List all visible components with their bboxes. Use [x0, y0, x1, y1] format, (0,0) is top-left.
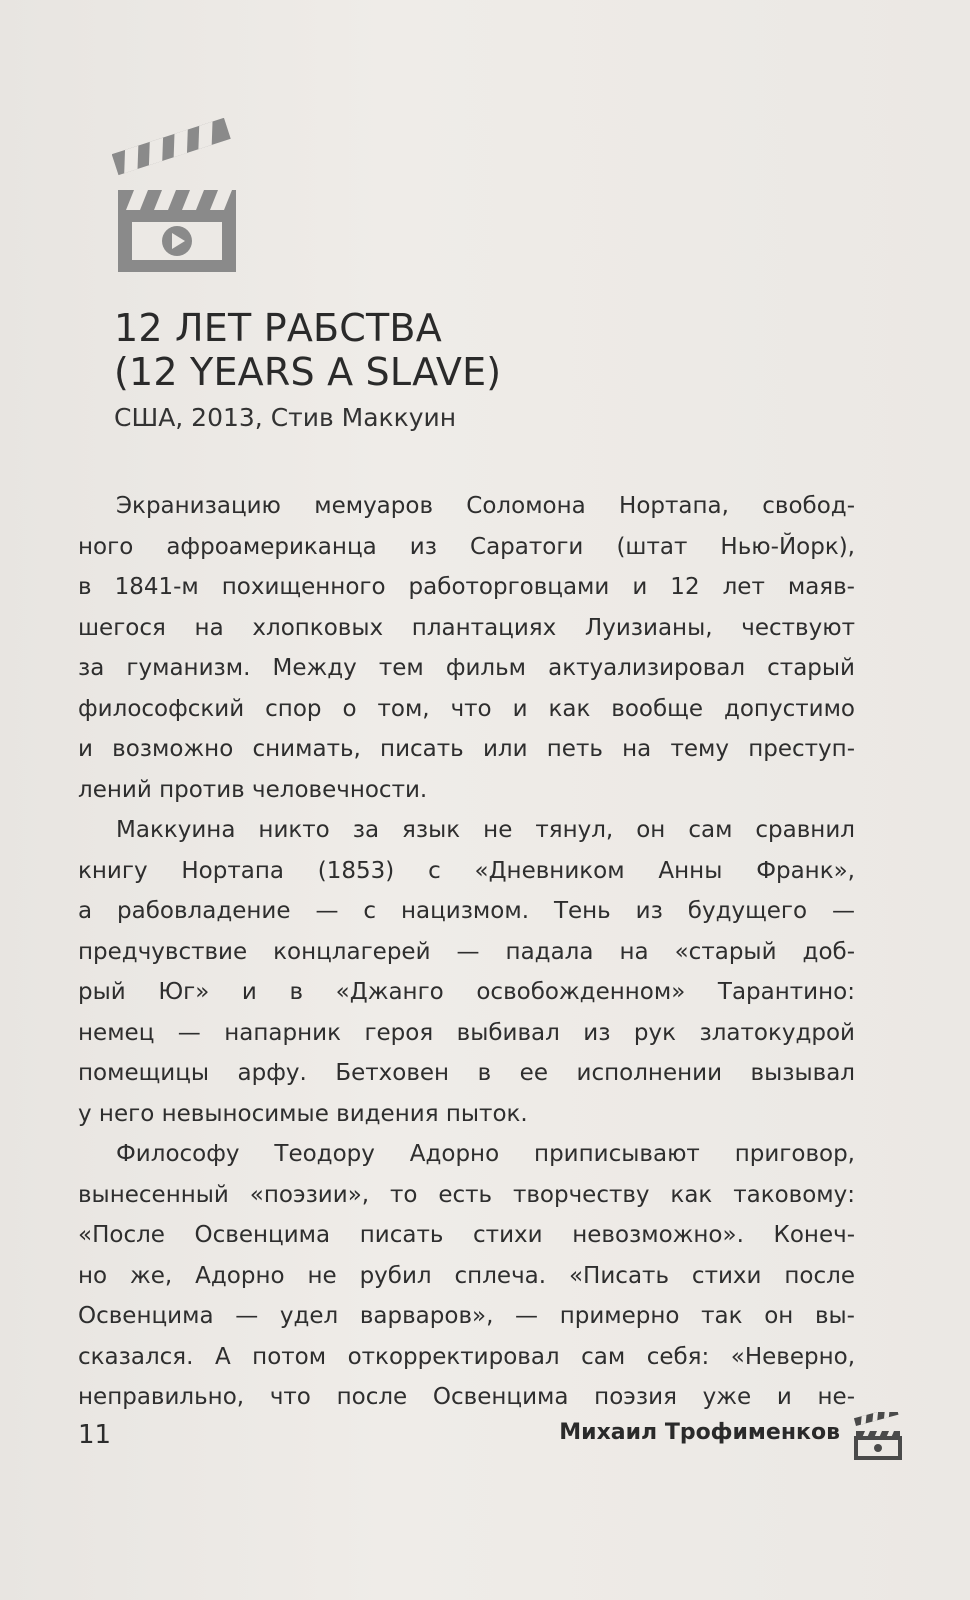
text-line: сказался. А потом откорректировал сам себя: «Неверно,	[78, 1343, 855, 1370]
text-line: Философу Теодору Адорно приписывают приговор,	[116, 1141, 855, 1167]
text-line: лений против человечности.	[78, 776, 428, 803]
text-line: за гуманизм. Между тем фильм актуализировал старый	[78, 655, 855, 681]
text-line: философский спор о том, что и как вообще допустимо	[78, 695, 855, 722]
film-title-russian: 12 ЛЕТ РАБСТВА	[114, 306, 442, 350]
text-line: книгу Нортапа (1853) с «Дневником Анны Франк»,	[78, 857, 855, 884]
text-line: немец — напарник героя выбивал из рук златокудрой	[78, 1019, 855, 1046]
paragraph-1	[78, 486, 855, 810]
paragraph-2	[78, 810, 855, 1134]
author-name: Михаил Трофименков	[559, 1420, 840, 1445]
page-number: 11	[78, 1420, 112, 1450]
text-line: помещицы арфу. Бетховен в ее исполнении вызывал	[78, 1060, 855, 1086]
paragraph-3	[78, 1134, 855, 1418]
text-line: у него невыносимые видения пыток.	[78, 1100, 528, 1127]
text-line: рый Юг» и в «Джанго освобожденном» Тарантино:	[78, 979, 855, 1005]
text-line: неправильно, что после Освенцима поэзия уже и не-	[78, 1384, 855, 1410]
film-clapperboard-icon	[852, 1412, 904, 1460]
text-line: а рабовладение — с нацизмом. Тень из будущего —	[78, 898, 855, 924]
text-line: Маккуина никто за язык не тянул, он сам сравнил	[116, 817, 855, 843]
film-clapperboard-icon	[112, 118, 242, 278]
text-line: и возможно снимать, писать или петь на тему преступ-	[78, 736, 855, 762]
text-line: «После Освенцима писать стихи невозможно». Конеч-	[78, 1222, 855, 1248]
text-line: Экранизацию мемуаров Соломона Нортапа, свобод-	[116, 493, 855, 519]
text-line: шегося на хлопковых плантациях Луизианы, чествуют	[78, 614, 855, 641]
text-line: вынесенный «поэзии», то есть творчеству как таковому:	[78, 1181, 855, 1208]
text-line: но же, Адорно не рубил сплеча. «Писать стихи после	[78, 1262, 855, 1289]
text-line: в 1841-м похищенного работорговцами и 12 лет маяв-	[78, 574, 855, 600]
article-body	[78, 486, 855, 1418]
text-line: ного афроамериканца из Саратоги (штат Нью-Йорк),	[78, 533, 855, 560]
film-credits: США, 2013, Стив Маккуин	[114, 403, 457, 432]
text-line: предчувствие концлагерей — падала на «старый доб-	[78, 938, 855, 965]
text-line: Освенцима — удел варваров», — примерно так он вы-	[78, 1303, 855, 1329]
film-title	[114, 306, 501, 394]
film-title-original: (12 YEARS A SLAVE)	[114, 350, 502, 394]
